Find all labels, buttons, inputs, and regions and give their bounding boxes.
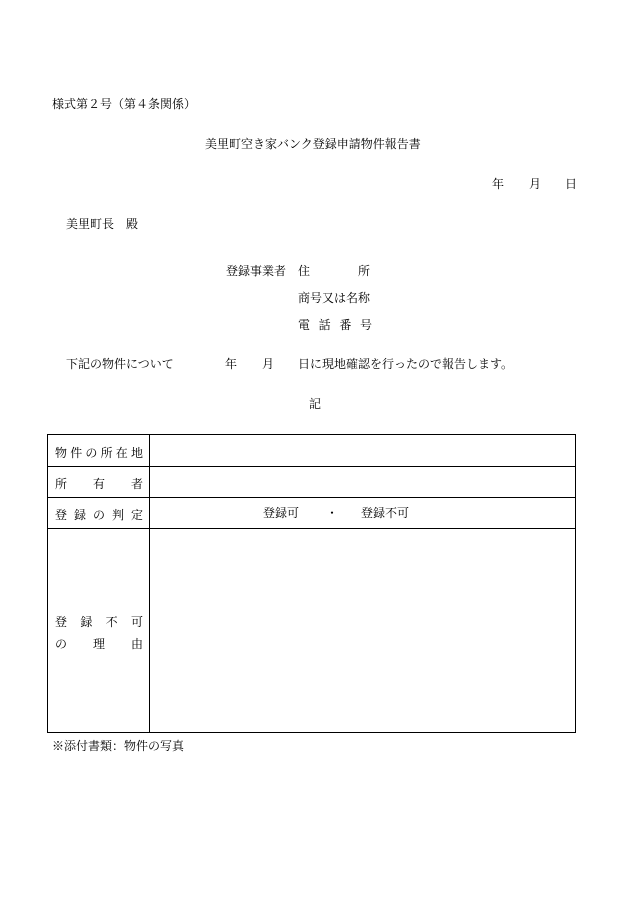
judgement-label: 登 録 の 判 定 [55, 508, 143, 522]
address-label-2: 所 [358, 264, 371, 278]
reason-label-line2: の 理 由 [55, 637, 143, 651]
statement-year: 年 [225, 357, 238, 371]
judgement-label-cell [48, 498, 150, 528]
location-value-cell[interactable] [150, 435, 575, 466]
applicant-role-label: 登録事業者 [226, 264, 287, 278]
location-label: 物 件 の 所 在 地 [55, 446, 143, 460]
judgement-option-ng[interactable]: 登録不可 [361, 506, 410, 520]
date-day: 日 [565, 177, 578, 191]
statement-suffix: 日に現地確認を行ったので報告します。 [298, 357, 514, 371]
reason-row [48, 529, 575, 732]
reason-label-cell [48, 529, 150, 732]
address-label-1: 住 [298, 264, 311, 278]
addressee: 美里町長 殿 [66, 217, 139, 231]
attachment-note: ※添付書類：物件の写真 [52, 739, 185, 753]
location-row [48, 435, 575, 467]
statement-month: 月 [262, 357, 275, 371]
owner-label-cell [48, 467, 150, 497]
property-report-table [47, 434, 576, 733]
judgement-row [48, 498, 575, 529]
reason-value-cell[interactable] [150, 529, 575, 732]
document-title: 美里町空き家バンク登録申請物件報告書 [205, 137, 421, 151]
statement-prefix: 下記の物件について [66, 357, 174, 371]
location-label-cell [48, 435, 150, 466]
ki-heading: 記 [309, 397, 322, 411]
phone-label: 電 話 番 号 [298, 318, 372, 332]
date-year: 年 [492, 177, 505, 191]
judgement-separator: ・ [326, 506, 339, 520]
date-month: 月 [529, 177, 542, 191]
reason-label-line1: 登 録 不 可 [55, 615, 143, 629]
owner-value-cell[interactable] [150, 467, 575, 497]
company-name-label: 商号又は名称 [298, 291, 371, 305]
judgement-option-ok[interactable]: 登録可 [263, 506, 300, 520]
owner-label: 所 有 者 [55, 477, 143, 491]
judgement-value-cell [150, 498, 575, 528]
owner-row [48, 467, 575, 498]
form-number: 様式第２号（第４条関係） [52, 97, 197, 111]
